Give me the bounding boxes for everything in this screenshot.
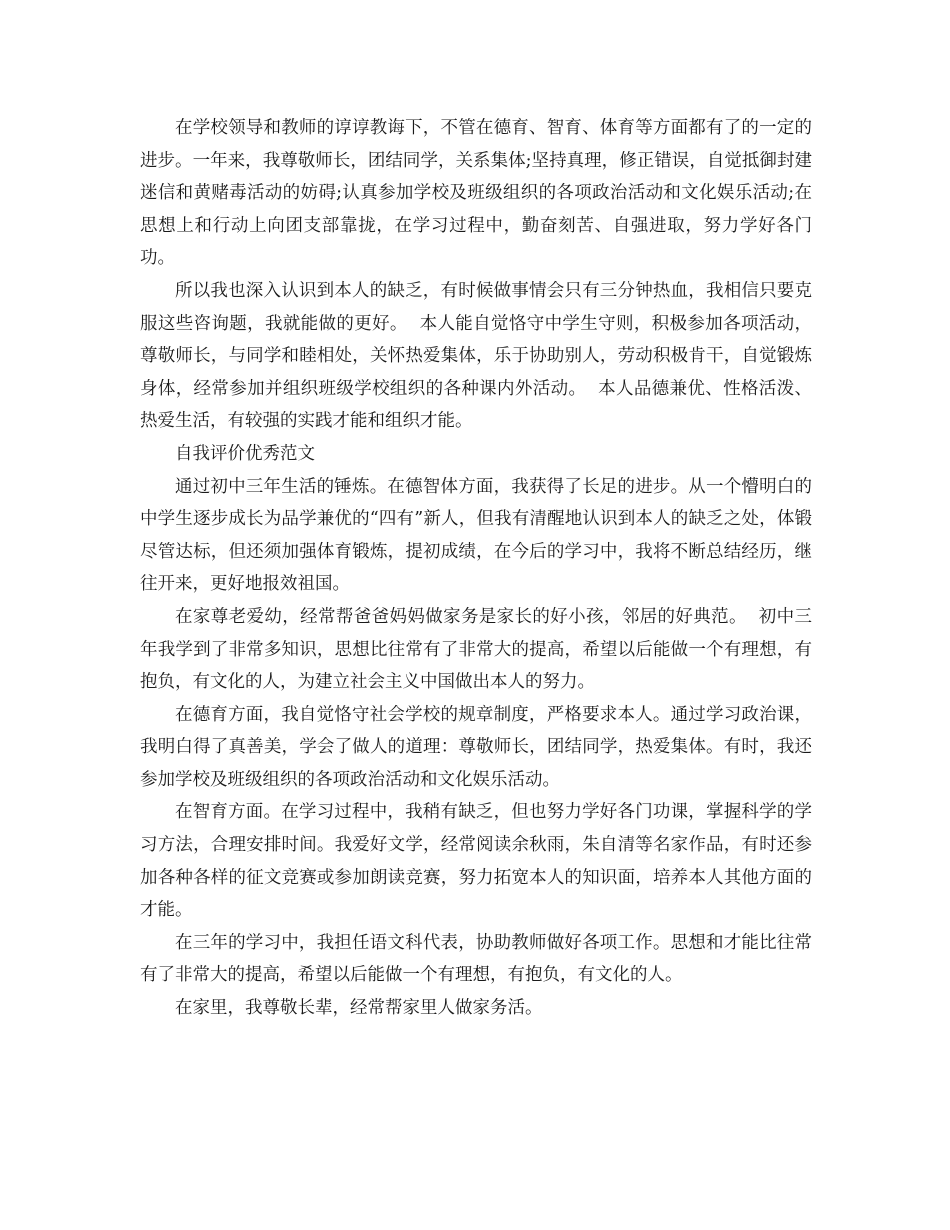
paragraph-8: 在家里，我尊敬长辈，经常帮家里人做家务活。 (175, 998, 543, 1019)
paragraph-4: 在家尊老爱幼，经常帮爸爸妈妈做家务是家长的好小孩，邻居的好典范。 初中三年我学到了非常多知识，思想比往常有了非常大的提高，希望以后能做一个有理想，有抱负，有文化的人，为建立社会主义中国做出本人的努力。 (140, 606, 812, 693)
paragraph-5: 在德育方面，我自觉恪守社会学校的规章制度，严格要求本人。通过学习政治课，我明白得了真善美，学会了做人的道理：尊敬师长，团结同学，热爱集体。有时，我还参加学校及班级组织的各项政治活动和文化娱乐活动。 (140, 704, 812, 790)
paragraph-3: 通过初中三年生活的锤炼。在德智体方面，我获得了长足的进步。从一个懵明白的中学生逐步成长为品学兼优的“四有”新人，但我有清醒地认识到本人的缺乏之处，体锻尽管达标，但还须加强体育锻炼，提初成绩，在今后的学习中，我将不断总结经历，继往开来，更好地报效祖国。 (140, 476, 812, 595)
paragraph-6: 在智育方面。在学习过程中，我稍有缺乏，但也努力学好各门功课，掌握科学的学习方法，合理安排时间。我爱好文学，经常阅读余秋雨，朱自清等名家作品，有时还参加各种各样的征文竞赛或参加朗读竞赛，努力拓宽本人的知识面，培养本人其他方面的才能。 (140, 802, 812, 921)
paragraph-2: 所以我也深入认识到本人的缺乏，有时候做事情会只有三分钟热血，我相信只要克服这些咨询题，我就能做的更好。 本人能自觉恪守中学生守则，积极参加各项活动，尊敬师长，与同学和睦相处，关怀热爱集体，乐于协助别人，劳动积极肯干，自觉锻炼身体，经常参加并组织班级学校组织的各种课内外活动。 本人品德兼优、性格活泼、热爱生活，有较强的实践才能和组织才能。 (140, 280, 812, 432)
section-heading: 自我评价优秀范文 (175, 443, 315, 464)
paragraph-1: 在学校领导和教师的谆谆教诲下，不管在德育、智育、体育等方面都有了的一定的进步。一年来，我尊敬师长，团结同学，关系集体;坚持真理，修正错误，自觉抵御封建迷信和黄赌毒活动的妨碍;认真参加学校及班级组织的各项政治活动和文化娱乐活动;在思想上和行动上向团支部靠拢，在学习过程中，勤奋刻苦、自强进取，努力学好各门功。 (140, 118, 812, 269)
paragraph-7: 在三年的学习中，我担任语文科代表，协助教师做好各项工作。思想和才能比往常有了非常大的提高，希望以后能做一个有理想，有抱负，有文化的人。 (140, 932, 812, 986)
document-body (140, 112, 812, 1025)
